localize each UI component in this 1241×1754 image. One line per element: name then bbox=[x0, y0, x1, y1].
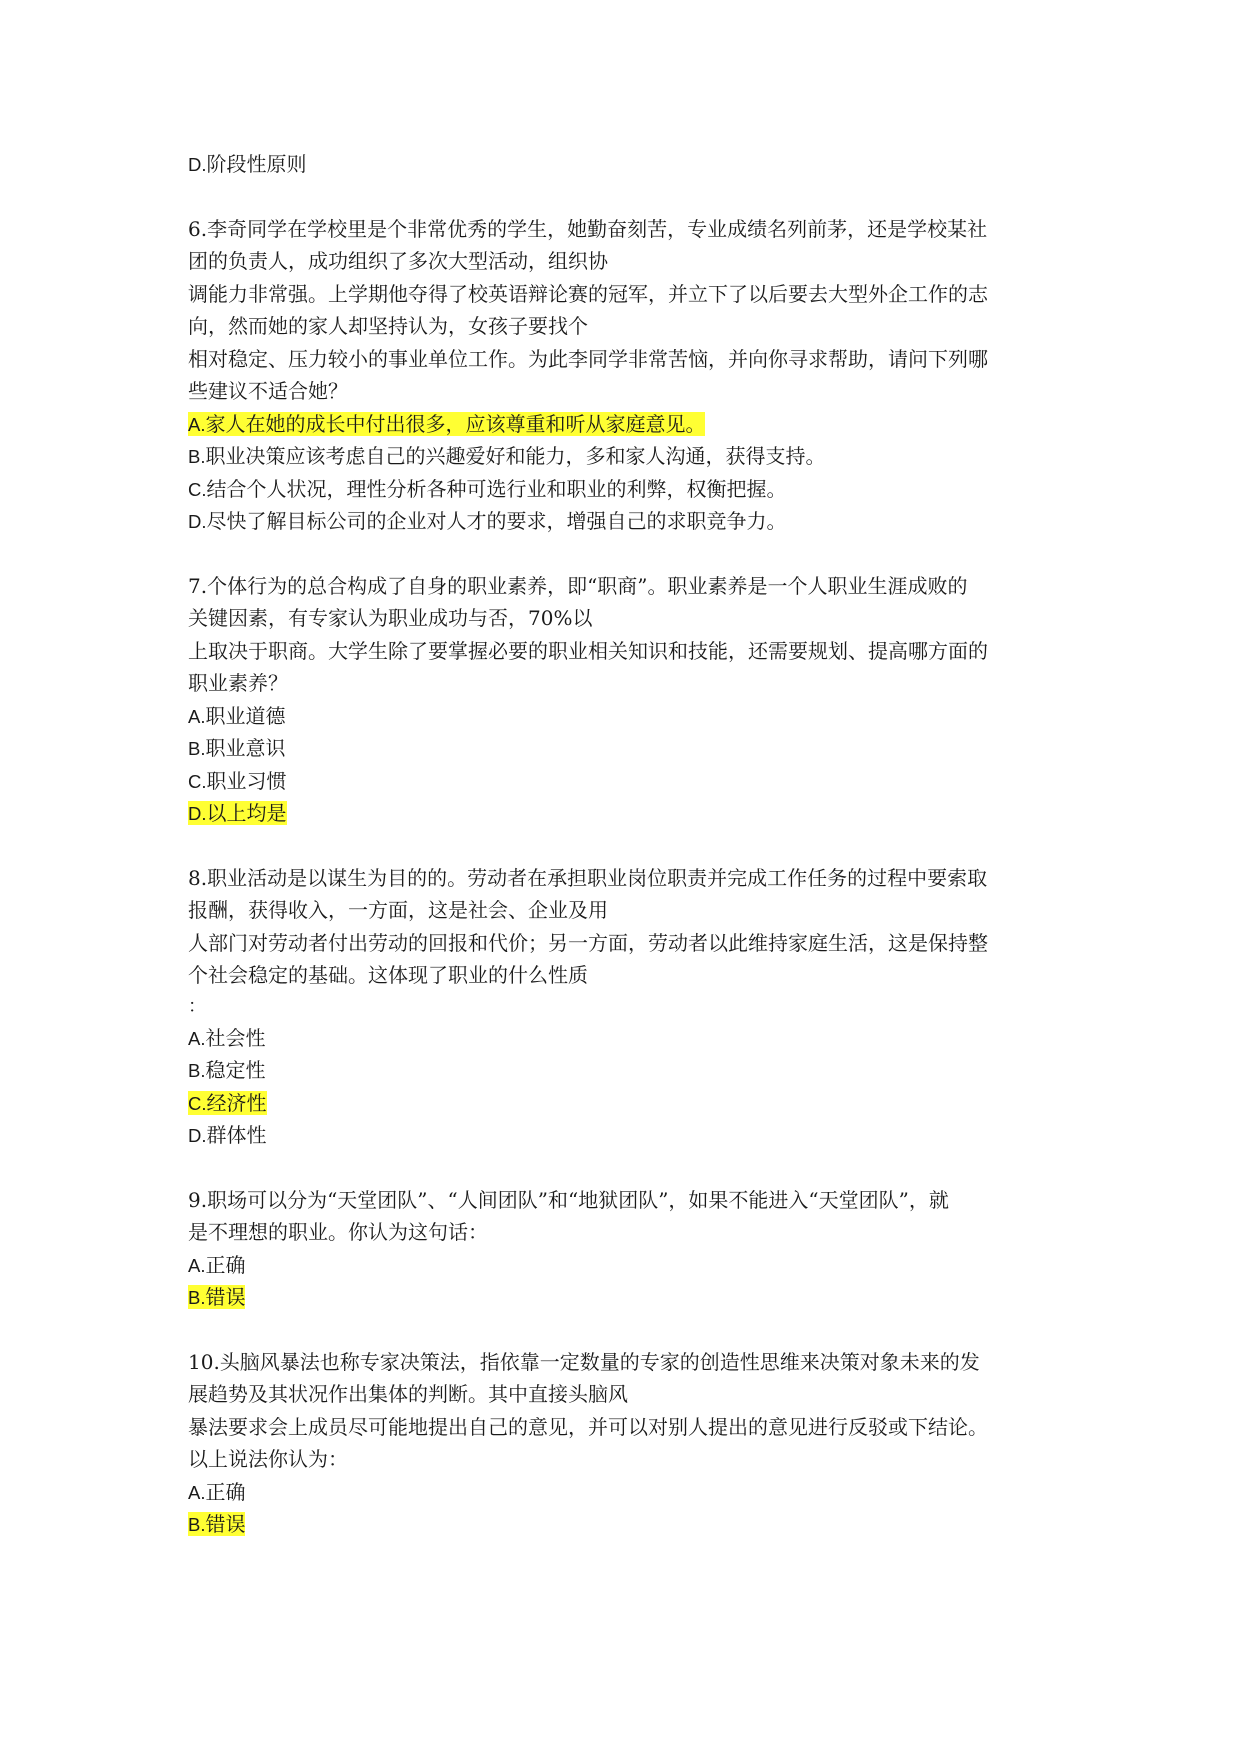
option-a: A.正确 bbox=[188, 1479, 246, 1504]
question-text-line: 6.李奇同学在学校里是个非常优秀的学生，她勤奋刻苦，专业成绩名列前茅，还是学校某社 bbox=[188, 216, 988, 241]
question-text-line: 暴法要求会上成员尽可能地提出自己的意见，并可以对别人提出的意见进行反驳或下结论。 bbox=[188, 1414, 988, 1439]
question-text-line: 职业素养？ bbox=[188, 671, 288, 695]
question-colon: ： bbox=[188, 995, 206, 1017]
option-b: B.职业决策应该考虑自己的兴趣爱好和能力，多和家人沟通，获得支持。 bbox=[188, 444, 826, 468]
question-text-line: 相对稳定、压力较小的事业单位工作。为此李同学非常苦恼，并向你寻求帮助，请问下列哪 bbox=[188, 346, 988, 371]
option-b bbox=[188, 1508, 1058, 1541]
question-text-line: 调能力非常强。上学期他夺得了校英语辩论赛的冠军，并立下了以后要去大型外企工作的志 bbox=[188, 281, 988, 306]
question-text-line: 以上说法你认为： bbox=[188, 1447, 348, 1471]
question-6 bbox=[188, 213, 1058, 538]
question-text-line: 是不理想的职业。你认为这句话： bbox=[188, 1220, 488, 1244]
question-text-line: 10.头脑风暴法也称专家决策法，指依靠一定数量的专家的创造性思维来决策对象未来的发 bbox=[188, 1349, 980, 1374]
option-c bbox=[188, 1087, 1058, 1120]
question-7 bbox=[188, 570, 1058, 830]
option-b bbox=[188, 1281, 1058, 1314]
answer-highlight: C.经济性 bbox=[188, 1090, 267, 1115]
question-text-line: 人部门对劳动者付出劳动的回报和代价；另一方面，劳动者以此维持家庭生活，这是保持整 bbox=[188, 930, 988, 955]
question-text-line: 向，然而她的家人却坚持认为，女孩子要找个 bbox=[188, 314, 588, 338]
option-b: B.稳定性 bbox=[188, 1058, 266, 1082]
question-9 bbox=[188, 1184, 1058, 1314]
question-text-line: 团的负责人，成功组织了多次大型活动，组织协 bbox=[188, 249, 608, 273]
question-text-line: 8.职业活动是以谋生为目的的。劳动者在承担职业岗位职责并完成工作任务的过程中要索取 bbox=[188, 865, 988, 890]
option-d: D.尽快了解目标公司的企业对人才的要求，增强自己的求职竞争力。 bbox=[188, 509, 787, 533]
question-text-line: 个社会稳定的基础。这体现了职业的什么性质 bbox=[188, 963, 588, 987]
option-a: A.正确 bbox=[188, 1252, 246, 1277]
question-text-line: 报酬，获得收入，一方面，这是社会、企业及用 bbox=[188, 898, 608, 922]
option-a: A.社会性 bbox=[188, 1025, 266, 1050]
option-d: D.群体性 bbox=[188, 1123, 267, 1147]
question-text-line: 展趋势及其状况作出集体的判断。其中直接头脑风 bbox=[188, 1382, 628, 1406]
question-8 bbox=[188, 862, 1058, 1152]
answer-highlight: B.错误 bbox=[188, 1285, 246, 1309]
question-text-line: 些建议不适合她？ bbox=[188, 379, 348, 403]
answer-highlight: D.以上均是 bbox=[188, 801, 287, 825]
question-text-line: 上取决于职商。大学生除了要掌握必要的职业相关知识和技能，还需要规划、提高哪方面的 bbox=[188, 638, 988, 663]
option-c: C.职业习惯 bbox=[188, 768, 287, 793]
option-b: B.职业意识 bbox=[188, 736, 286, 760]
answer-highlight: B.错误 bbox=[188, 1512, 246, 1536]
option-d-prev: D.阶段性原则 bbox=[188, 152, 307, 176]
document-page bbox=[188, 148, 1058, 1541]
question-10 bbox=[188, 1346, 1058, 1541]
option-a bbox=[188, 408, 1058, 441]
answer-highlight: A.家人在她的成长中付出很多，应该尊重和听从家庭意见。 bbox=[188, 411, 706, 436]
question-text-line: 关键因素，有专家认为职业成功与否，70%以 bbox=[188, 606, 593, 630]
option-a: A.职业道德 bbox=[188, 703, 286, 728]
question-text-line: 7.个体行为的总合构成了自身的职业素养，即“职商”。职业素养是一个人职业生涯成败的 bbox=[188, 573, 968, 598]
option-c: C.结合个人状况，理性分析各种可选行业和职业的利弊，权衡把握。 bbox=[188, 476, 787, 501]
question-text-line: 9.职场可以分为“天堂团队”、“人间团队”和“地狱团队”，如果不能进入“天堂团队”，就 bbox=[188, 1187, 949, 1212]
option-d bbox=[188, 797, 1058, 830]
